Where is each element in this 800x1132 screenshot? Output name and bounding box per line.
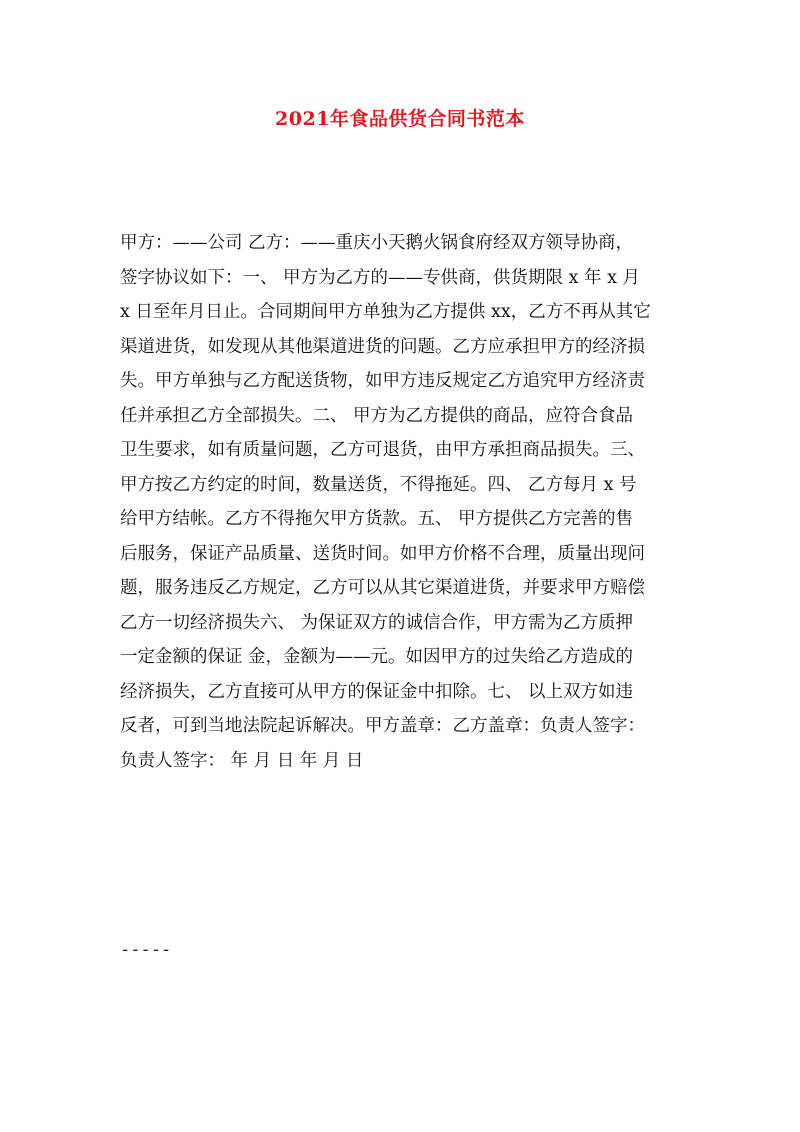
body-line: 甲方：——公司 乙方：——重庆小天鹅火锅食府经双方领导协商， — [120, 233, 634, 253]
body-line: 一定金额的保证 金，金额为——元。如因甲方的过失给乙方造成的 — [120, 647, 634, 667]
body-line: 签字协议如下：一、 甲方为乙方的——专供商，供货期限 x 年 x 月 — [120, 267, 641, 288]
body-line: 给甲方结帐。乙方不得拖欠甲方货款。五、 甲方提供乙方完善的售 — [120, 509, 634, 529]
body-line: 渠道进货，如发现从其他渠道进货的问题。乙方应承担甲方的经济损 — [120, 336, 645, 357]
body-line: 经济损失，乙方直接可从甲方的保证金中扣除。七、 以上双方如违 — [120, 681, 634, 702]
body-line: 负责人签字： 年 月 日 年 月 日 — [120, 750, 364, 771]
body-line: 失。甲方单独与乙方配送货物，如甲方违反规定乙方追究甲方经济责 — [120, 371, 645, 391]
body-line: 乙方一切经济损失六、 为保证双方的诚信合作，甲方需为乙方质押 — [120, 612, 634, 633]
document-title: 2021年食品供货合同书范本 — [275, 108, 525, 130]
body-line: 甲方按乙方约定的时间，数量送货，不得拖延。四、 乙方每月 x 号 — [120, 474, 637, 495]
body-line: 题，服务违反乙方规定，乙方可以从其它渠道进货，并要求甲方赔偿 — [120, 578, 645, 598]
body-line: 卫生要求，如有质量问题，乙方可退货，由甲方承担商品损失。三、 — [120, 440, 645, 460]
footer-separator: ----- — [120, 940, 172, 960]
body-line: 后服务，保证产品质量、送货时间。如甲方价格不合理，质量出现问 — [120, 543, 645, 564]
body-line: x 日至年月日止。合同期间甲方单独为乙方提供 xx，乙方不再从其它 — [120, 302, 651, 322]
body-line: 任并承担乙方全部损失。二、 甲方为乙方提供的商品，应符合食品 — [120, 405, 634, 426]
body-line: 反者，可到当地法院起诉解决。甲方盖章：乙方盖章：负责人签字： — [120, 716, 645, 736]
document-body — [120, 226, 690, 778]
